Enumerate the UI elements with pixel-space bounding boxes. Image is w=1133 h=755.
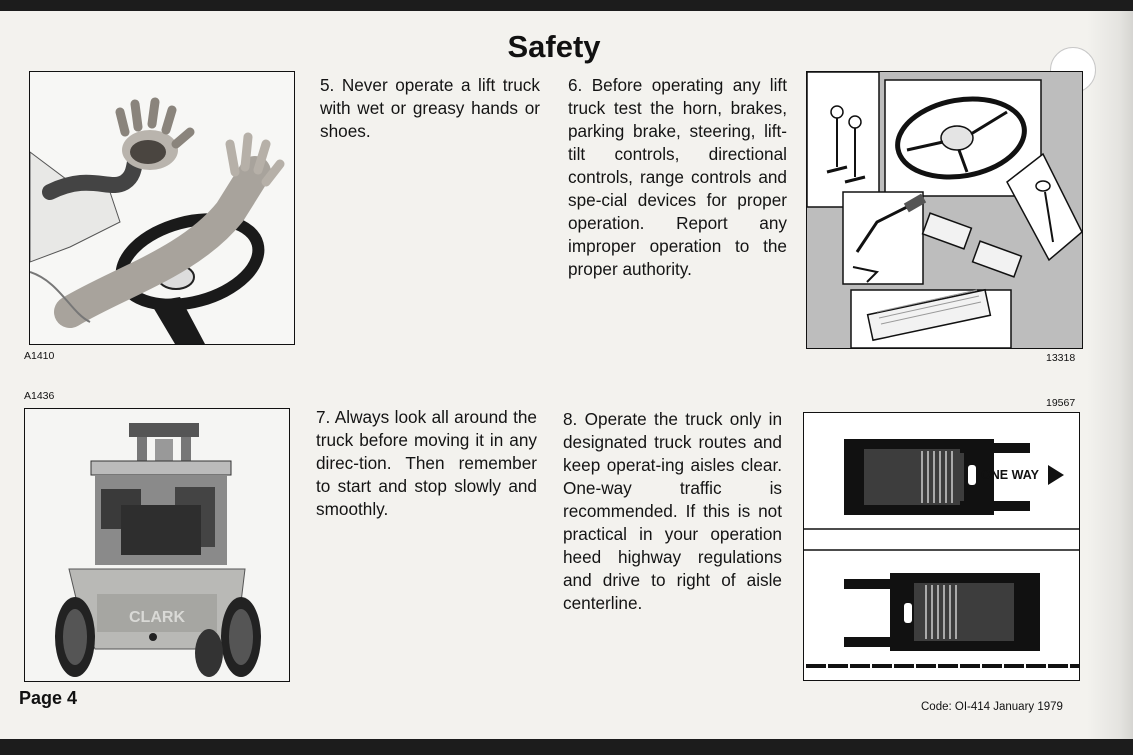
page-title: Safety <box>507 29 601 64</box>
page-number: Page 4 <box>19 688 78 708</box>
figure-code-truck-rear: A1436 <box>24 390 55 402</box>
truck-rear-photo <box>24 408 290 682</box>
document-code: Code: OI-414 January 1979 <box>921 701 1063 713</box>
one-way-sign-text: ONE WAY <box>981 468 1039 482</box>
clark-logo: CLARK <box>129 609 185 626</box>
manual-page <box>0 11 1133 739</box>
instruction-8: 8. Operate the truck only in designated truck routes and keep operat-ing aisles clear. One-way traffic is recommended. If this is not practical in your operation heed highway regulations and drive to right of aisle centerline. <box>563 409 782 613</box>
figure-code-controls: 13318 <box>1046 352 1076 364</box>
figure-code-hands: A1410 <box>24 350 55 362</box>
figure-code-one-way: 19567 <box>1046 397 1076 409</box>
instruction-7: 7. Always look all around the truck before moving it in any direc-tion. Then remember to start and stop slowly and smoothly. <box>316 407 537 519</box>
instruction-5: 5. Never operate a lift truck with wet or greasy hands or shoes. <box>320 75 540 141</box>
instruction-6: 6. Before operating any lift truck test the horn, brakes, parking brake, steering, lift-tilt controls, directional controls, range controls and spe-cial devices for proper operation. Report any improper operation to the proper authority. <box>568 75 787 279</box>
page-edge-shadow <box>1087 11 1133 739</box>
hands-photo <box>29 71 295 345</box>
controls-illustration <box>806 71 1083 349</box>
one-way-aisle-illustration <box>803 412 1080 681</box>
